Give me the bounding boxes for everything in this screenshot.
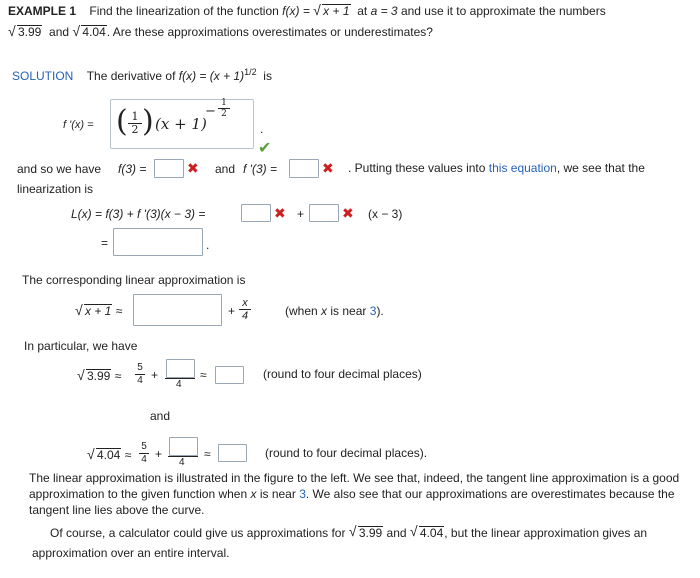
fp3-label: f '(3) = bbox=[243, 162, 277, 176]
L-slope-input[interactable] bbox=[309, 204, 339, 222]
five-fourths-2: $\frac{5}{4}$ bbox=[139, 441, 149, 466]
fx-label: f(x) = bbox=[282, 4, 310, 18]
check-mark-icon: ✔ bbox=[258, 140, 272, 157]
sqrt-404: √ 4.04 ≈ bbox=[87, 448, 131, 462]
power: 1/2 bbox=[244, 67, 257, 77]
x-mark-icon: ✖ bbox=[342, 205, 354, 221]
L-simplified-input[interactable] bbox=[113, 228, 203, 256]
solution-line bbox=[12, 69, 272, 83]
sqrt-x-plus-1: √ x + 1 bbox=[313, 4, 350, 18]
equals-sign: = bbox=[101, 236, 109, 250]
row2-result-input[interactable] bbox=[218, 444, 247, 462]
x-mark-icon: ✖ bbox=[274, 205, 286, 221]
row2-numerator-input[interactable] bbox=[169, 437, 198, 456]
and-text2: and bbox=[215, 162, 236, 176]
fx-power: f(x) = (x + 1) bbox=[178, 69, 245, 83]
Lx-expression: L(x) = f(3) + f '(3)(x − 3) = bbox=[71, 207, 206, 221]
problem-statement-line2 bbox=[8, 25, 433, 39]
fp3-input[interactable] bbox=[289, 159, 319, 178]
x-minus-3: (x − 3) bbox=[368, 207, 403, 221]
solution-label: SOLUTION bbox=[12, 69, 74, 83]
five-fourths: $\frac{5}{4}$ bbox=[135, 362, 145, 387]
closing-paragraph-1: The linear approximation is illustrated in the figure to the left. We see that, indeed, the tangent line approximation is a good approximation to the given function when x is near 3. We also see that our approximations are overestimates because the tangent line lies above the curve. bbox=[29, 471, 680, 517]
round-note-2: (round to four decimal places). bbox=[265, 446, 428, 460]
this-equation-link[interactable]: this equation bbox=[488, 161, 557, 175]
sqrt-num2: √ 4.04 bbox=[72, 25, 106, 39]
x-mark-icon: ✖ bbox=[187, 160, 199, 176]
x-mark-icon: ✖ bbox=[322, 160, 334, 176]
plus-sign: + bbox=[297, 207, 305, 221]
prompt-end: . Are these approximations overestimates or underestimates? bbox=[106, 25, 433, 39]
period: . bbox=[206, 238, 210, 252]
prompt-start: Find the linearization of the function bbox=[89, 4, 279, 18]
L-const-input[interactable] bbox=[241, 204, 271, 222]
sqrt-x1-approx: √ x + 1 ≈ bbox=[75, 304, 122, 318]
den-4: 4 bbox=[179, 457, 185, 468]
in-particular-text: In particular, we have bbox=[24, 339, 138, 353]
fprime-label: f '(x) = bbox=[63, 119, 94, 131]
closing-paragraph-2: Of course, a calculator could give us approximations for √ 3.99 and √ 4.04, but the linear approximation gives an approximation over an entire interval. bbox=[32, 523, 696, 563]
row1-numerator-input[interactable] bbox=[166, 359, 195, 378]
prompt-mid: and use it to approximate the numbers bbox=[400, 4, 606, 18]
base-expression: (x + 1) bbox=[155, 115, 207, 133]
and-text: and bbox=[49, 25, 70, 39]
plus-sign: + bbox=[151, 368, 159, 382]
linearization-is: linearization is bbox=[17, 182, 94, 196]
formula-period: . bbox=[260, 122, 264, 136]
when-near-note: (when x is near 3). bbox=[285, 304, 384, 318]
approx-const-input[interactable] bbox=[133, 294, 222, 326]
exp-sign: − bbox=[205, 104, 216, 119]
putting-text: . Putting these values into this equation, we see that the bbox=[348, 161, 645, 175]
approx-sign: ≈ bbox=[204, 447, 211, 461]
plus-sign: + bbox=[155, 447, 163, 461]
sqrt-399: √ 3.99 ≈ bbox=[77, 369, 121, 383]
linear-approx-text: The corresponding linear approximation is bbox=[22, 273, 246, 287]
example-label: EXAMPLE 1 bbox=[8, 4, 77, 18]
derivative-text: The derivative of bbox=[86, 69, 176, 83]
round-note-1: (round to four decimal places) bbox=[263, 367, 422, 381]
and-text3: and bbox=[150, 409, 171, 423]
f3-input[interactable] bbox=[154, 159, 184, 178]
a-equals: a = 3 bbox=[370, 4, 398, 18]
and-so-text: and so we have bbox=[17, 162, 102, 176]
x-over-4: $\frac{x}{4}$ bbox=[239, 297, 251, 322]
f3-label: f(3) = bbox=[118, 162, 147, 176]
problem-statement bbox=[8, 4, 606, 18]
right-paren: ) bbox=[142, 104, 154, 139]
row1-result-input[interactable] bbox=[215, 366, 244, 384]
sqrt-num1: √ 3.99 bbox=[8, 25, 42, 39]
is-text: is bbox=[263, 69, 272, 83]
at-text: at bbox=[357, 4, 368, 18]
den-4: 4 bbox=[176, 379, 182, 390]
plus-sign: + bbox=[228, 304, 236, 318]
half-fraction: $\frac{1}{2}$ bbox=[128, 111, 142, 136]
approx-sign: ≈ bbox=[200, 368, 207, 382]
exp-fraction: $\frac{1}{2}$ bbox=[218, 98, 230, 119]
left-paren: ( bbox=[116, 104, 128, 139]
